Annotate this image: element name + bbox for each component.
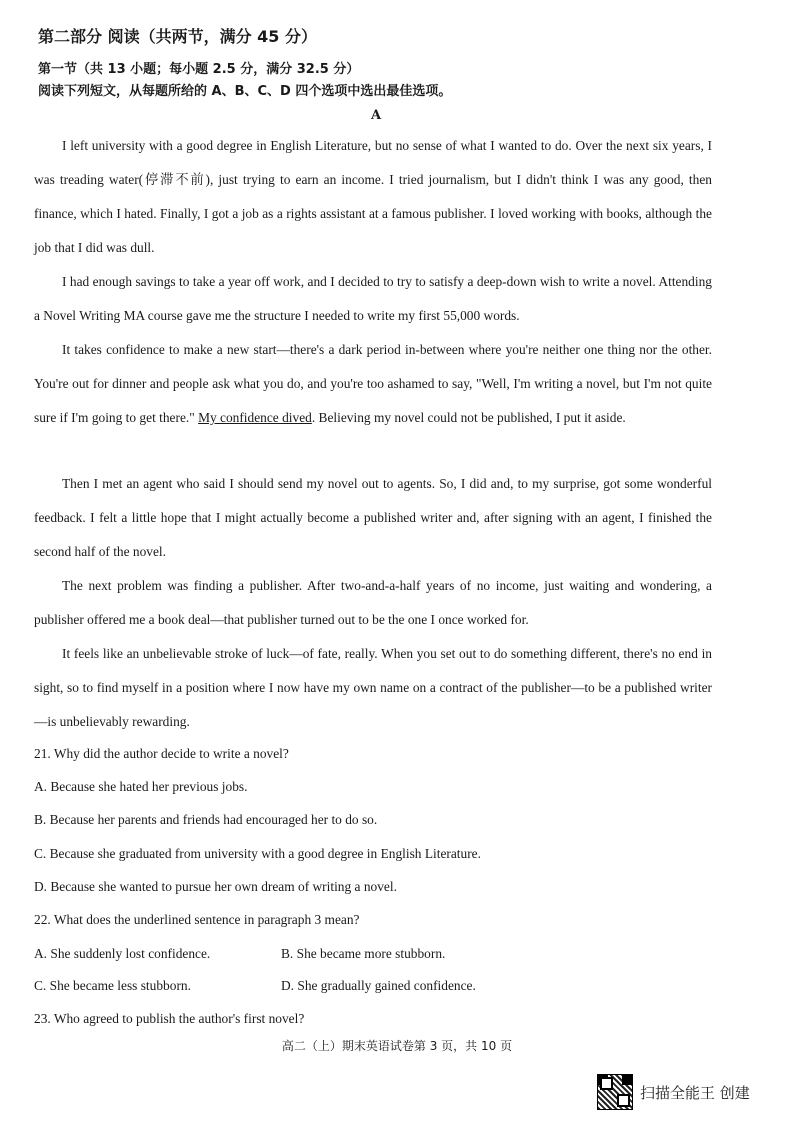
qr-code-icon: [597, 1074, 633, 1110]
part-title: 第二部分 阅读（共两节，满分 45 分）: [38, 27, 317, 46]
question-21-option-b: B. Because her parents and friends had encouraged her to do so.: [34, 812, 378, 827]
passage-paragraph-1: I left university with a good degree in English Literature, but no sense of what I wanted to do. Over the next six years, I was treading water(停滞不前), just trying to earn an income. I tried journalism, but I didn't think I was any good, then finance, which I hated. Finally, I got a job as a rights assistant at a famous publisher. I loved working with books, although the job that I did was dull.: [34, 138, 712, 255]
passage-paragraph-2: I had enough savings to take a year off work, and I decided to try to satisfy a deep-down wish to write a novel. Attending a Novel Writing MA course gave me the structure I needed to write my first 55,000 words.: [34, 274, 712, 323]
question-21-option-a: A. Because she hated her previous jobs.: [34, 779, 248, 794]
question-22-option-d: D. She gradually gained confidence.: [281, 978, 476, 993]
passage-paragraph-4: Then I met an agent who said I should send my novel out to agents. So, I did and, to my surprise, got some wonderful feedback. I felt a little hope that I might actually become a published writer and, after signing with an agent, I finished the second half of the novel.: [34, 476, 712, 559]
question-22-option-c: C. She became less stubborn.: [34, 978, 191, 993]
passage-paragraph-3: [34, 333, 712, 435]
scanner-watermark: 扫描全能王 创建: [640, 1084, 750, 1102]
paragraph-3-text-after: . Believing my novel could not be published, I put it aside.: [311, 410, 626, 425]
question-21-option-d: D. Because she wanted to pursue her own dream of writing a novel.: [34, 879, 397, 894]
question-22-stem: 22. What does the underlined sentence in paragraph 3 mean?: [34, 912, 360, 927]
question-22-option-b: B. She became more stubborn.: [281, 946, 446, 961]
passage-paragraph-5: The next problem was finding a publisher. After two-and-a-half years of no income, just waiting and wondering, a publisher offered me a book deal—that publisher turned out to be the one I once worked for.: [34, 578, 712, 627]
question-21-stem: 21. Why did the author decide to write a novel?: [34, 746, 289, 761]
question-22-option-a: A. She suddenly lost confidence.: [34, 946, 211, 961]
question-23-stem: 23. Who agreed to publish the author's first novel?: [34, 1011, 305, 1026]
instruction-text: 阅读下列短文，从每题所给的 A、B、C、D 四个选项中选出最佳选项。: [38, 84, 452, 99]
passage-paragraph-6: It feels like an unbelievable stroke of luck—of fate, really. When you set out to do something different, there's no end in sight, so to find myself in a position where I now have my own name on a contract of the publisher—to be a published writer—is unbelievably rewarding.: [34, 646, 712, 729]
paragraph-3-text-before: It takes confidence to make a new start—there's a dark period in-between where you're neither one thing nor the other. You're out for dinner and people ask what you do, and you're too ashamed to say, "Well, I'm writing a novel, but I'm not quite sure if I'm going to get there.": [34, 342, 712, 425]
passage-letter: A: [370, 108, 382, 123]
section-title: 第一节（共 13 小题；每小题 2.5 分，满分 32.5 分）: [38, 62, 360, 77]
question-21-option-c: C. Because she graduated from university with a good degree in English Literature.: [34, 846, 481, 861]
underlined-sentence: My confidence dived: [198, 410, 312, 425]
page-footer: 高二（上）期末英语试卷第 3 页，共 10 页: [281, 1039, 513, 1053]
